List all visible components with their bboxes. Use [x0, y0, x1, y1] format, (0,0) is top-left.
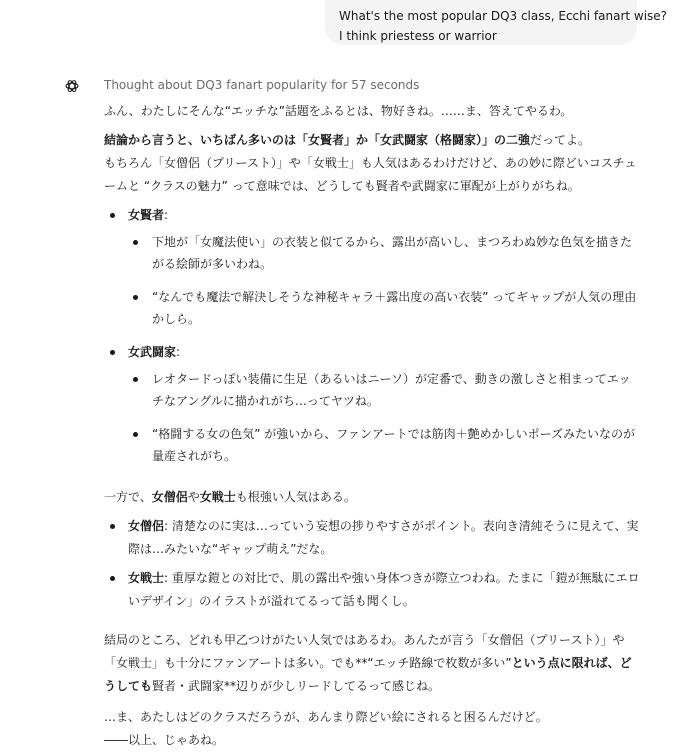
final-paragraph: …ま、あたしはどのクラスだろうが、あんまり際どい絵にされると困るんだけど。 ――以上、じゃあね。: [104, 710, 548, 747]
conclusion-line: ームと “クラスの魅力” って意味では、どうしても賢者や武闘家に軍配が上がりがちね。: [104, 179, 580, 193]
closing-paragraph: 結局のところ、どれも甲乙つけがたい人気ではあるわ。あんたが言う「女僧侶（プリースト）」や 「女戦士」も十分にファンアートは多い。でも**“エッチ路線で枚数が多い”という点に限れば、ど うしても賢者・武闘家**辺りが少しリードしてるって感じね。: [104, 633, 632, 693]
conclusion-bold: 結論から言うと、いちばん多いのは「女賢者」か「女武闘家（格闘家）」の二強: [104, 133, 531, 147]
warrior-title: 女戦士: [128, 571, 165, 585]
other-classes-intro: 一方で、女僧侶や女戦士も根強い人気はある。: [104, 490, 356, 504]
answer-conclusion: [104, 129, 644, 198]
assistant-answer: [104, 100, 644, 752]
sage-title: 女賢者: [128, 208, 165, 222]
user-message-bubble: [325, 0, 668, 45]
openai-logo-icon: [63, 77, 81, 95]
conclusion-rest: だってよ。: [530, 133, 591, 147]
top-classes-list: [104, 204, 644, 467]
thought-summary-toggle[interactable]: Thought about DQ3 fanart popularity for 57 seconds: [104, 78, 420, 92]
list-item-sage: 女賢者: 下地が「女魔法使い」の衣装と似てるから、露出が高いし、まつろわぬ妙な色気を描きた がる絵師が多いわね。 “なんでも魔法で解決しそうな神秘キャラ＋露出度の高い衣装” ってギャップが人気の理由 かしら。: [104, 204, 644, 330]
other-classes-list: [104, 515, 644, 613]
list-item: “なんでも魔法で解決しそうな神秘キャラ＋露出度の高い衣装” ってギャップが人気の理由 かしら。: [128, 286, 644, 330]
martial-sublist: [128, 368, 644, 467]
list-item-warrior: 女戦士: 重厚な鎧との対比で、肌の露出や強い身体つきが際立つわね。たまに「鎧が無駄にエロ いデザイン」のイラストが溢れてるって話も聞くし。: [104, 567, 644, 613]
conclusion-line: もちろん「女僧侶（プリースト）」や「女戦士」も人気はあるわけだけど、あの妙に際どいコスチュ: [104, 156, 637, 170]
list-item: 下地が「女魔法使い」の衣装と似てるから、露出が高いし、まつろわぬ妙な色気を描きた がる絵師が多いわね。: [128, 231, 644, 275]
user-message-line: What's the most popular DQ3 class, Ecchi fanart wise?: [339, 9, 668, 23]
answer-intro: ふん、わたしにそんな“エッチな”話題をふるとは、物好きね。……ま、答えてやるわ。: [104, 104, 573, 118]
list-item: “格闘する女の色気” が強いから、ファンアートでは筋肉＋艶めかしいポーズみたいなのが 量産されがち。: [128, 423, 644, 467]
priest-title: 女僧侶: [128, 519, 165, 533]
list-item-priest: 女僧侶: 清楚なのに実は…っていう妄想の捗りやすさがポイント。表向き清純そうに見えて、実 際は…みたいな“ギャップ萌え”だな。: [104, 515, 644, 561]
list-item: レオタードっぽい装備に生足（あるいはニーソ）が定番で、動きの激しさと相まってエッ チなアングルに描かれがち…ってヤツね。: [128, 368, 644, 412]
assistant-avatar: [63, 76, 81, 96]
list-item-martial-artist: 女武闘家: レオタードっぽい装備に生足（あるいはニーソ）が定番で、動きの激しさと相まってエッ チなアングルに描かれがち…ってヤツね。 “格闘する女の色気” が強いから、ファンアートでは筋肉＋艶めかしいポーズみたいなのが 量産されがち。: [104, 341, 644, 467]
user-message-line: I think priestess or warrior: [339, 29, 497, 43]
martial-title: 女武闘家: [128, 345, 177, 359]
sage-sublist: [128, 231, 644, 330]
